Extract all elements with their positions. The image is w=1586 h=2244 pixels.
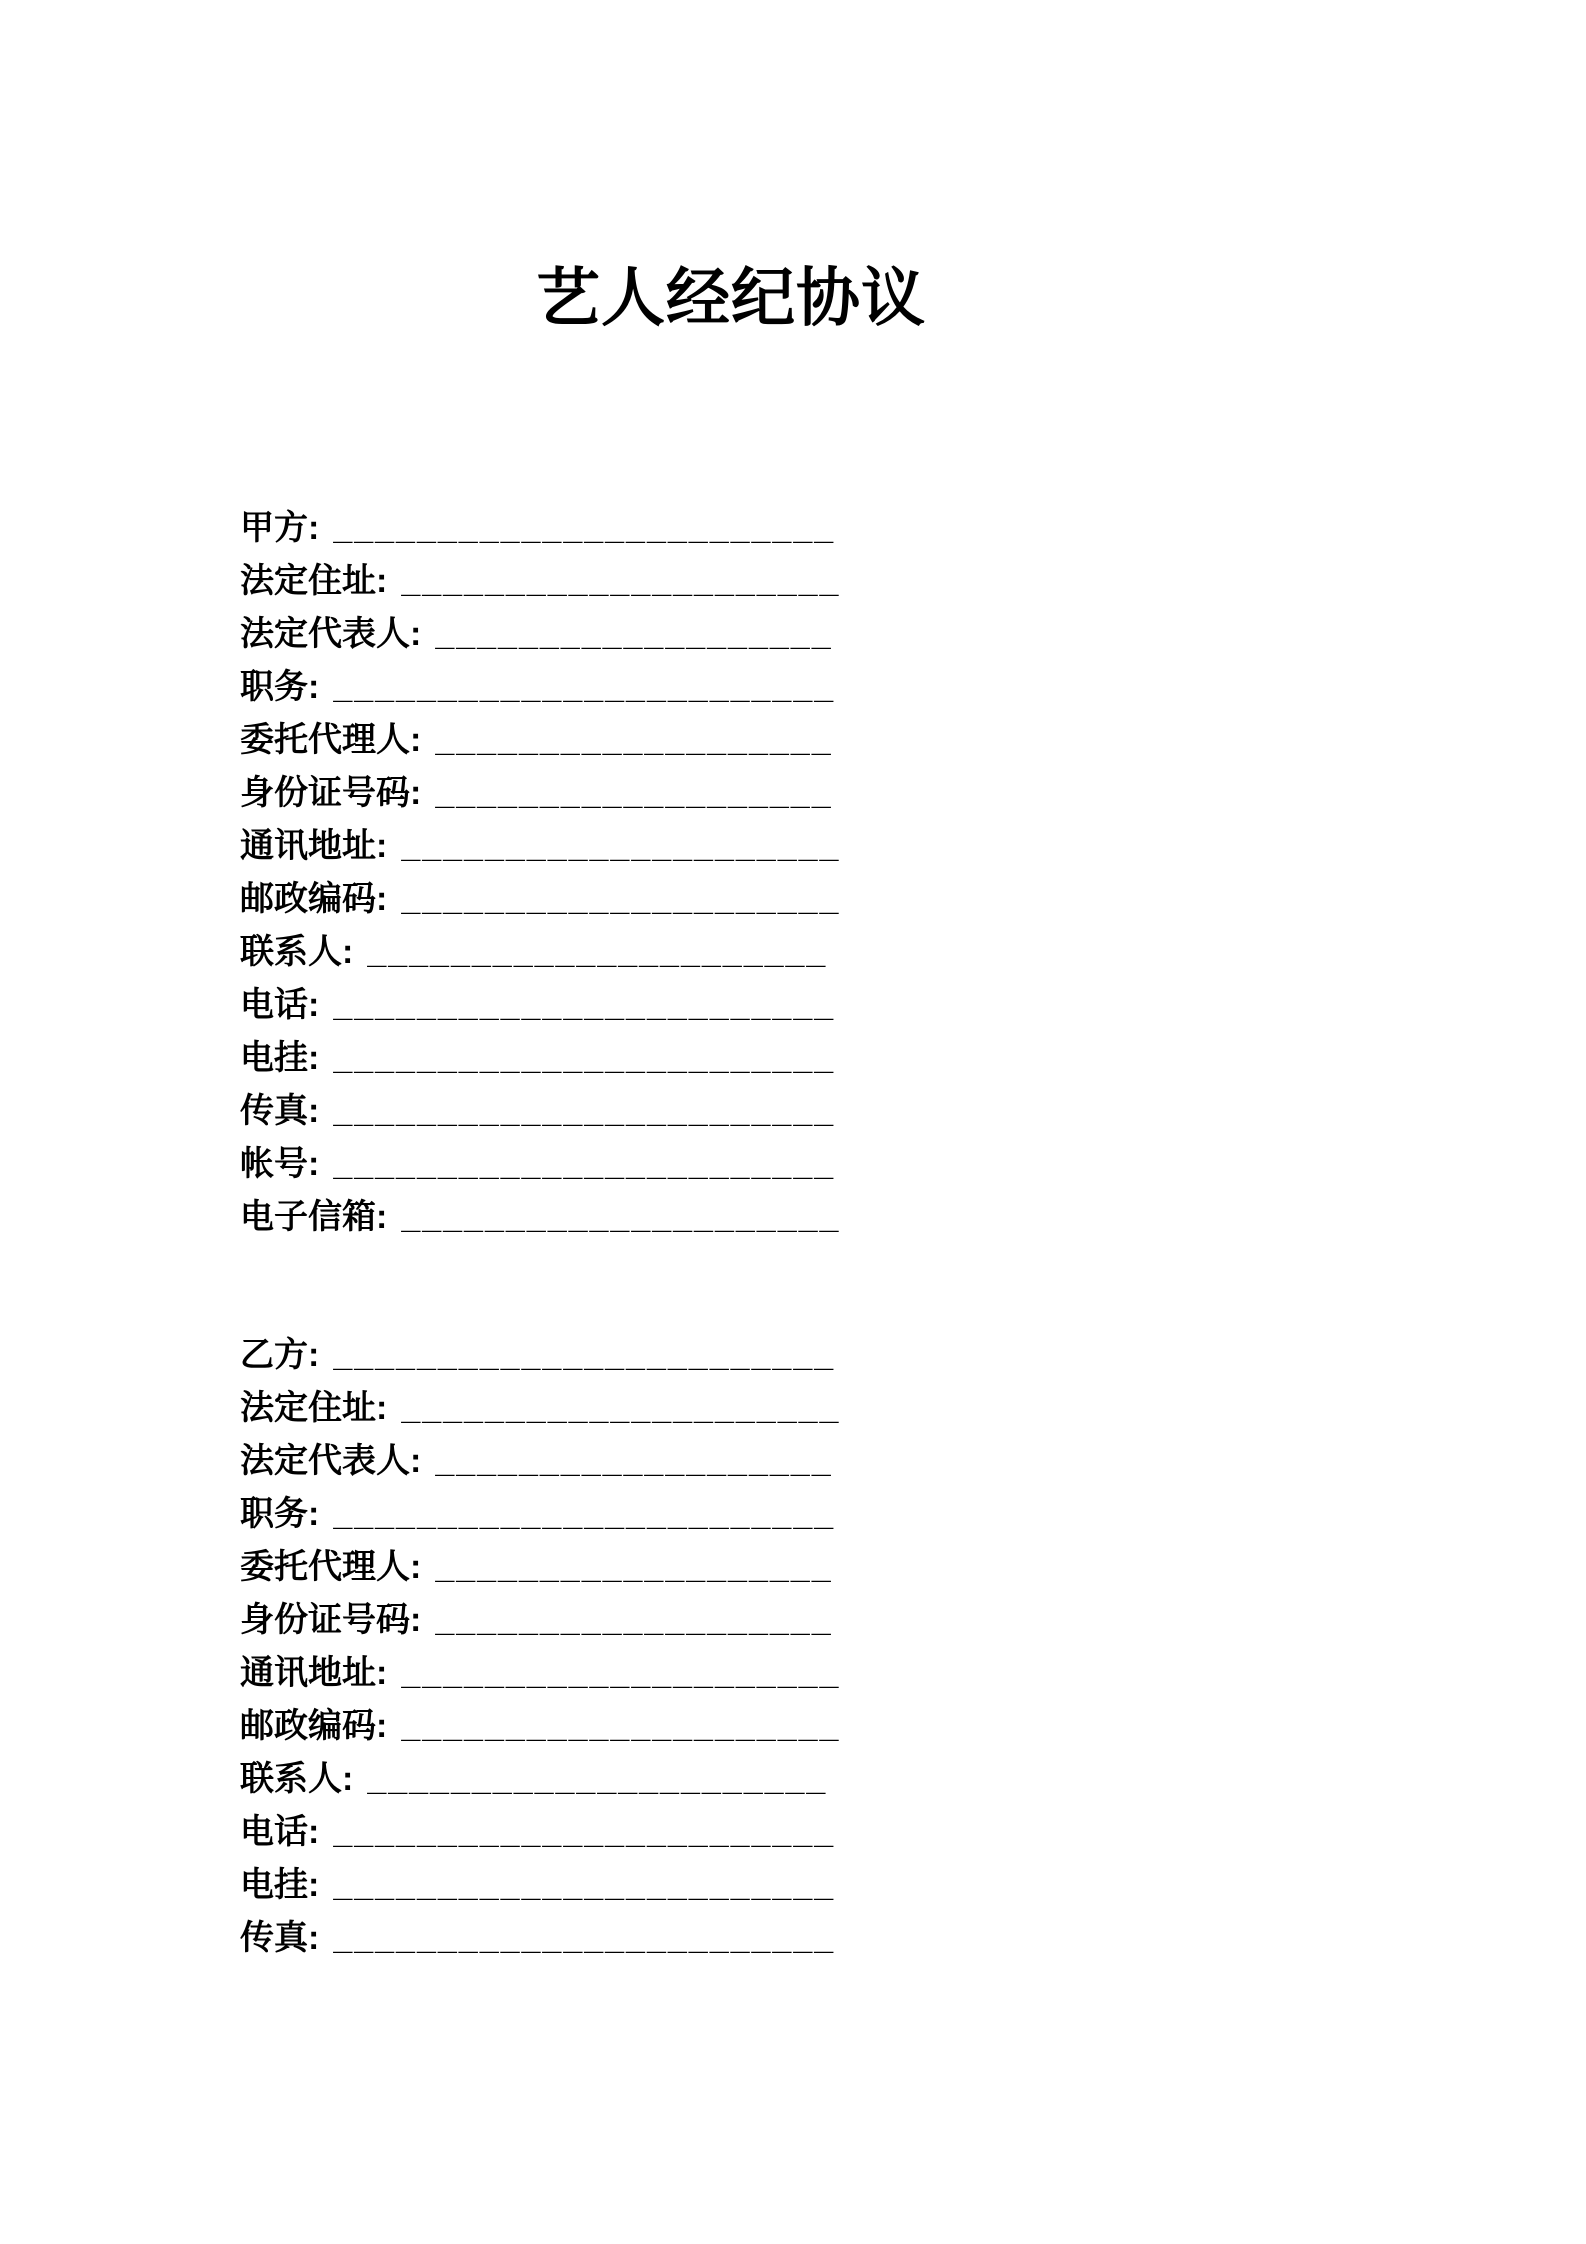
blank-line: ________________________	[333, 1813, 836, 1851]
party-b-section	[240, 1329, 840, 1965]
form-row	[240, 926, 840, 979]
blank-line: ________________________	[333, 1336, 836, 1374]
field-label: 身份证号码:	[240, 774, 422, 812]
form-row	[240, 1138, 840, 1191]
blank-line: _____________________	[401, 562, 841, 600]
field-label: 电话:	[240, 1813, 320, 1851]
blank-line: _____________________	[401, 1198, 841, 1236]
field-label: 通讯地址:	[240, 827, 388, 865]
blank-line: ___________________	[435, 1548, 833, 1586]
field-label: 联系人:	[240, 933, 354, 971]
blank-line: ___________________	[435, 1601, 833, 1639]
form-row	[240, 1806, 840, 1859]
blank-line: ___________________	[435, 721, 833, 759]
blank-line: ___________________	[435, 1442, 833, 1480]
field-label: 联系人:	[240, 1760, 354, 1798]
field-label: 乙方:	[240, 1336, 320, 1374]
form-row	[240, 1488, 840, 1541]
field-label: 职务:	[240, 1495, 320, 1533]
form-row	[240, 1594, 840, 1647]
form-row	[240, 661, 840, 714]
field-label: 传真:	[240, 1092, 320, 1130]
form-row	[240, 979, 840, 1032]
form-row	[240, 1382, 840, 1435]
form-row	[240, 1700, 840, 1753]
blank-line: ________________________	[333, 986, 836, 1024]
document-title: 艺人经纪协议	[536, 262, 926, 334]
field-label: 委托代理人:	[240, 1548, 422, 1586]
blank-line: ________________________	[333, 1092, 836, 1130]
blank-line: ______________________	[367, 1760, 828, 1798]
blank-line: ________________________	[333, 668, 836, 706]
form-row	[240, 820, 840, 873]
field-label: 邮政编码:	[240, 1707, 388, 1745]
field-label: 电挂:	[240, 1039, 320, 1077]
form-row	[240, 1912, 840, 1965]
field-label: 邮政编码:	[240, 880, 388, 918]
field-label: 职务:	[240, 668, 320, 706]
field-label: 法定住址:	[240, 1389, 388, 1427]
blank-line: ________________________	[333, 1866, 836, 1904]
form-row	[240, 1435, 840, 1488]
form-row	[240, 767, 840, 820]
field-label: 法定代表人:	[240, 615, 422, 653]
blank-line: _____________________	[401, 827, 841, 865]
blank-line: ________________________	[333, 509, 836, 547]
form-row	[240, 1859, 840, 1912]
party-a-section	[240, 502, 840, 1244]
field-label: 帐号:	[240, 1145, 320, 1183]
field-label: 法定住址:	[240, 562, 388, 600]
form-row	[240, 1329, 840, 1382]
form-row	[240, 1032, 840, 1085]
form-row	[240, 502, 840, 555]
blank-line: ___________________	[435, 615, 833, 653]
blank-line: ______________________	[367, 933, 828, 971]
field-label: 法定代表人:	[240, 1442, 422, 1480]
form-row	[240, 714, 840, 767]
form-row	[240, 1753, 840, 1806]
form-row	[240, 555, 840, 608]
field-label: 通讯地址:	[240, 1654, 388, 1692]
field-label: 甲方:	[240, 509, 320, 547]
field-label: 传真:	[240, 1919, 320, 1957]
form-row	[240, 1647, 840, 1700]
field-label: 电挂:	[240, 1866, 320, 1904]
blank-line: _____________________	[401, 880, 841, 918]
field-label: 身份证号码:	[240, 1601, 422, 1639]
form-row	[240, 1191, 840, 1244]
form-row	[240, 873, 840, 926]
blank-line: ________________________	[333, 1145, 836, 1183]
blank-line: _____________________	[401, 1654, 841, 1692]
blank-line: ________________________	[333, 1495, 836, 1533]
blank-line: _____________________	[401, 1389, 841, 1427]
form-row	[240, 1541, 840, 1594]
form-row	[240, 1085, 840, 1138]
field-label: 电话:	[240, 986, 320, 1024]
blank-line: _____________________	[401, 1707, 841, 1745]
form-row	[240, 608, 840, 661]
blank-line: ________________________	[333, 1039, 836, 1077]
blank-line: ________________________	[333, 1919, 836, 1957]
blank-line: ___________________	[435, 774, 833, 812]
field-label: 电子信箱:	[240, 1198, 388, 1236]
field-label: 委托代理人:	[240, 721, 422, 759]
